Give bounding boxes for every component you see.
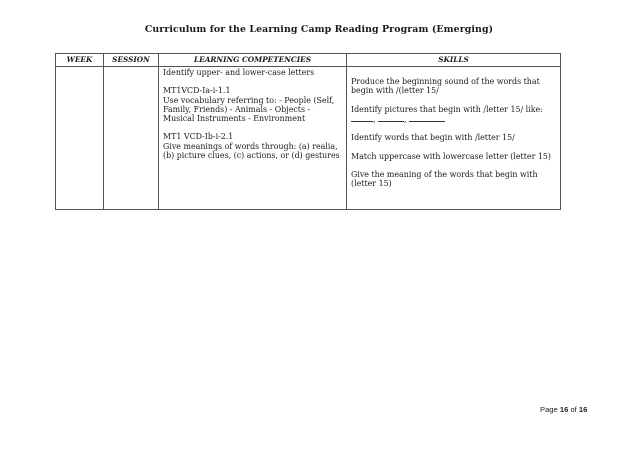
header-week: WEEK [56,54,104,67]
skill-line: Match uppercase with lowercase letter (letter 15) [351,151,551,161]
of-word: of [570,405,577,414]
curriculum-table [55,53,561,210]
skill-line: Give the meaning of the words that begin with [351,169,538,179]
document-title: Curriculum for the Learning Camp Reading Program (Emerging) [144,24,494,35]
competency-line: Use vocabulary referring to: - People (Self, [163,95,335,105]
table-row [56,67,561,210]
competency-line: Give meanings of words through: (a) realia, [163,141,338,151]
competency-code: MT1VCD-Ia-i-1.1 [163,86,231,96]
skills-cell [347,67,561,210]
page-current: 16 [559,405,569,414]
table-header-row [56,54,561,67]
page-word: Page [540,405,558,414]
skill-line: Identify pictures that begin with /letter 15/ like: [351,104,543,114]
competency-line: Family, Friends) - Animals - Objects - [163,104,311,114]
blank-lines: , , [351,114,556,124]
header-session: SESSION [104,54,159,67]
skill-line: (letter 15) [351,179,392,189]
session-cell [104,67,159,210]
competency-line: Musical Instruments - Environment [163,114,306,123]
competency-code: MT1 VCD-Ib-i-2.1 [163,132,234,142]
page-total: 16 [578,405,588,414]
page-number [540,405,587,414]
week-cell [56,67,104,210]
competency-line: (b) picture clues, (c) actions, or (d) gestures [163,150,340,160]
header-learning-competencies: LEARNING COMPETENCIES [159,54,347,67]
header-skills: SKILLS [347,54,561,67]
skill-line: Identify words that begin with /letter 15/ [351,133,515,143]
skill-line: begin with /(letter 15/ [351,86,439,96]
skill-line: Produce the beginning sound of the words that [351,77,540,86]
competencies-cell [159,67,347,210]
competency-line: Identify upper- and lower-case letters [163,68,315,77]
